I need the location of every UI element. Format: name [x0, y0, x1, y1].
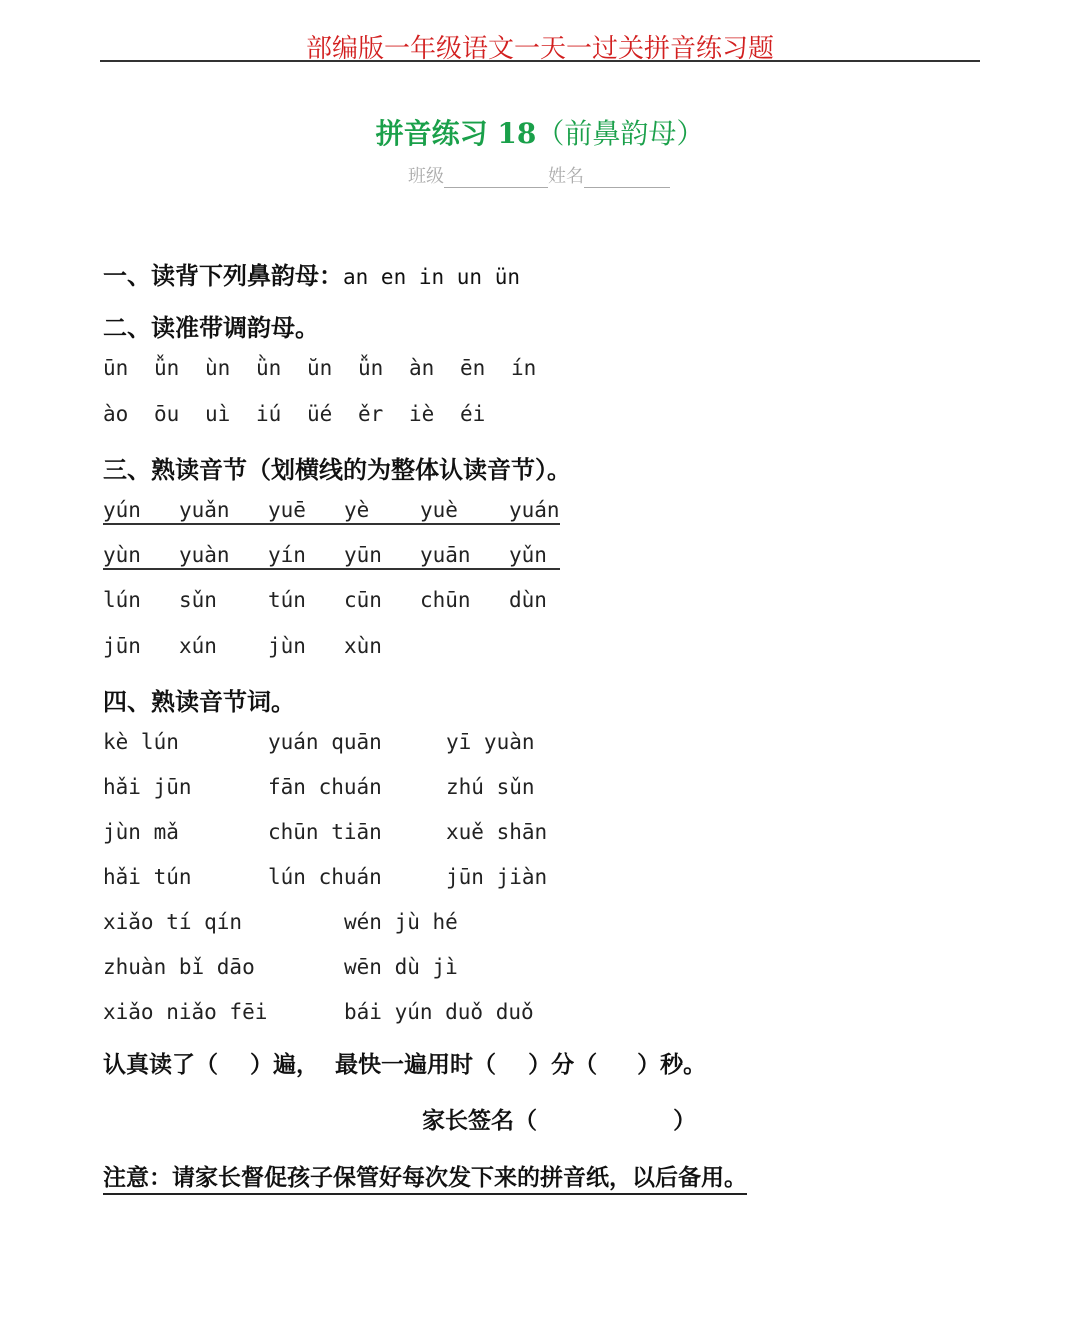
section3-heading: 三、熟读音节（划横线的为整体认读音节）。	[103, 456, 571, 484]
syllable: tún	[268, 588, 306, 612]
syllable: üé	[307, 402, 333, 426]
section3-row3	[103, 588, 563, 616]
syllable: éi	[460, 402, 486, 426]
word-row	[103, 775, 603, 803]
word: hǎi jūn	[103, 775, 192, 799]
doc-title-sub: （前鼻韵母）	[536, 117, 705, 150]
class-label: 班级	[408, 166, 444, 187]
note-text: 注意：请家长督促孩子保管好每次发下来的拼音纸，以后备用。	[103, 1165, 747, 1195]
syllable: ūn	[103, 356, 129, 380]
syllable: yè	[344, 498, 370, 522]
syllable: lún	[103, 588, 141, 612]
word: xiǎo niǎo fēi	[103, 1000, 268, 1024]
word: kè lún	[103, 730, 179, 754]
word: yuán quān	[268, 730, 382, 754]
word: bái yún duǒ duǒ	[344, 1000, 534, 1024]
section2-heading: 二、读准带调韵母。	[103, 314, 319, 342]
syllable: sǔn	[179, 588, 217, 612]
section3-row4	[103, 634, 563, 662]
syllable: yún	[103, 498, 141, 522]
section2-row1	[103, 356, 603, 384]
word: chūn tiān	[268, 820, 382, 844]
syllable: yuán	[509, 498, 560, 522]
syllable: chūn	[420, 588, 471, 612]
syllable: yūn	[344, 543, 382, 567]
word: lún chuán	[268, 865, 382, 889]
section2-row2	[103, 402, 603, 430]
word-row	[103, 955, 603, 983]
syllable: ǜn	[256, 356, 282, 380]
word-row	[103, 1000, 603, 1028]
note	[103, 1159, 747, 1192]
section1-items: an en in un ün	[343, 265, 521, 289]
syllable: ěr	[358, 402, 384, 426]
word: fān chuán	[268, 775, 382, 799]
word: wén jù hé	[344, 910, 458, 934]
reading-record: 认真读了（ ）遍， 最快一遍用时（ ）分（ ）秒。	[103, 1052, 707, 1078]
syllable: yǔn	[509, 543, 547, 567]
syllable: yuē	[268, 498, 306, 522]
section3-row1	[103, 498, 563, 526]
word: xiǎo tí qín	[103, 910, 243, 934]
syllable: yuàn	[179, 543, 230, 567]
syllable: ŭn	[307, 356, 333, 380]
class-field[interactable]	[444, 169, 548, 188]
syllable: ín	[511, 356, 537, 380]
word: zhú sǔn	[446, 775, 535, 799]
word: xuě shān	[446, 820, 548, 844]
syllable: yín	[268, 543, 306, 567]
header-rule	[100, 60, 980, 62]
syllable: xún	[179, 634, 217, 658]
word: yī yuàn	[446, 730, 535, 754]
word-row	[103, 820, 603, 848]
word-row	[103, 730, 603, 758]
syllable: ǚn	[358, 356, 384, 380]
doc-title-main: 拼音练习 18	[375, 117, 537, 150]
syllable: jùn	[268, 634, 306, 658]
word-row	[103, 865, 603, 893]
class-name-line	[408, 162, 670, 188]
name-label: 姓名	[548, 166, 584, 187]
underline	[103, 523, 560, 525]
word: zhuàn bǐ dāo	[103, 955, 255, 979]
syllable: yuè	[420, 498, 458, 522]
section1-title: 一、读背下列鼻韵母：	[103, 262, 343, 290]
section1-heading	[103, 256, 520, 291]
syllable: iè	[409, 402, 435, 426]
underline	[103, 568, 560, 570]
syllable: iú	[256, 402, 282, 426]
header-title: 部编版一年级语文一天一过关拼音练习题	[305, 34, 774, 64]
syllable: jūn	[103, 634, 141, 658]
word-row	[103, 910, 603, 938]
word: wēn dù jì	[344, 955, 458, 979]
section3-row2	[103, 543, 563, 571]
syllable: xùn	[344, 634, 382, 658]
syllable: dùn	[509, 588, 547, 612]
word: hǎi tún	[103, 865, 192, 889]
syllable: uì	[205, 402, 231, 426]
syllable: cūn	[344, 588, 382, 612]
doc-title	[0, 112, 1080, 152]
syllable: yuǎn	[179, 498, 230, 522]
parent-signature: 家长签名（ ）	[422, 1108, 697, 1134]
word: jūn jiàn	[446, 865, 548, 889]
section4-heading: 四、熟读音节词。	[103, 688, 295, 716]
syllable: ùn	[205, 356, 231, 380]
syllable: yuān	[420, 543, 471, 567]
syllable: ào	[103, 402, 129, 426]
syllable: yùn	[103, 543, 141, 567]
syllable: ǚn	[154, 356, 180, 380]
name-field[interactable]	[584, 169, 670, 188]
syllable: ōu	[154, 402, 180, 426]
syllable: ēn	[460, 356, 486, 380]
word: jùn mǎ	[103, 820, 179, 844]
syllable: àn	[409, 356, 435, 380]
